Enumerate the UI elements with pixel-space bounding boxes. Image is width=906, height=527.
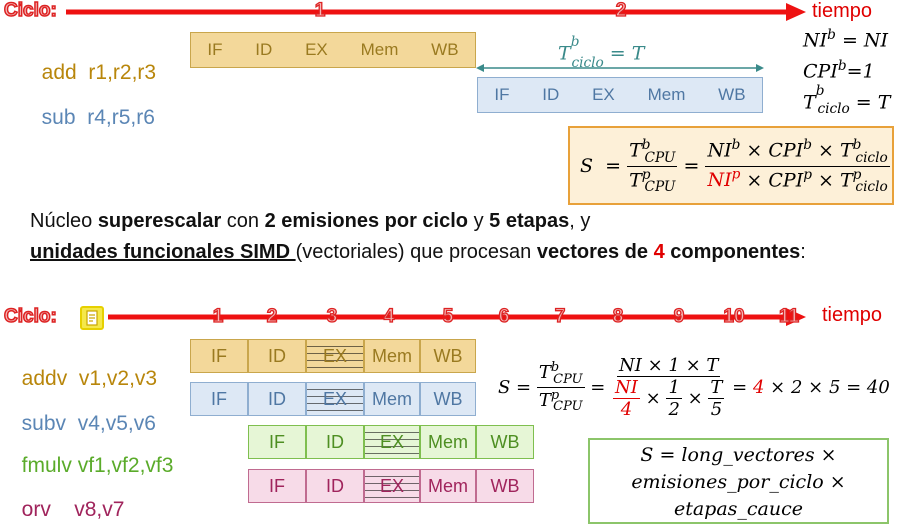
bottom-tick-11: 11 bbox=[778, 306, 800, 327]
orv-stage-mem: Mem bbox=[420, 469, 476, 503]
subv-stage-ex: EX bbox=[306, 382, 364, 416]
stage-ex: EX bbox=[592, 85, 615, 104]
fmulv-stage-if: IF bbox=[248, 425, 306, 459]
top-pipeline-sub bbox=[477, 77, 763, 113]
instr-args: vf1,vf2,vf3 bbox=[77, 454, 174, 477]
instr-args: v1,v2,v3 bbox=[78, 367, 158, 390]
top-pipeline-add bbox=[190, 32, 476, 68]
speedup-formula-box: S = $\frac{T^b_{CPU}}{T^p_{CPU}}$ = $\frac{NI^b \times CPI^b \times T^b_{ciclo}}{NI^p \times CPI^p \times T^p_{ciclo}}$ bbox=[568, 126, 894, 205]
instr-args: v4,v5,v6 bbox=[77, 412, 156, 435]
bottom-instr-orv bbox=[10, 474, 124, 522]
stage-wb: WB bbox=[718, 85, 746, 104]
top-tciclo-arrow bbox=[476, 62, 766, 74]
orv-stage-wb: WB bbox=[476, 469, 534, 503]
instr-op: addv bbox=[21, 367, 68, 390]
top-tick-1: 1 bbox=[314, 0, 326, 21]
stage-id: ID bbox=[255, 40, 273, 59]
fmulv-stage-wb: WB bbox=[476, 425, 534, 459]
top-ciclo-label: Ciclo: bbox=[4, 0, 57, 21]
top-eq-ni: $NI^b$ = NI bbox=[803, 27, 889, 52]
stage-if: IF bbox=[207, 40, 223, 59]
orv-stage-id: ID bbox=[306, 469, 364, 503]
stage-wb: WB bbox=[431, 40, 459, 59]
stage-mem: Mem bbox=[647, 85, 686, 104]
bottom-tick-8: 8 bbox=[612, 306, 624, 327]
subv-stage-if: IF bbox=[190, 382, 248, 416]
top-eq-cpi: $CPI^b=1$ bbox=[803, 58, 875, 83]
instr-op: subv bbox=[21, 412, 67, 435]
fmulv-stage-mem: Mem bbox=[420, 425, 476, 459]
addv-stage-wb: WB bbox=[420, 339, 476, 373]
bottom-instr-subv bbox=[10, 388, 156, 436]
top-time-axis bbox=[66, 0, 806, 24]
instr-op: sub bbox=[41, 106, 76, 129]
fmulv-stage-ex: EX bbox=[364, 425, 420, 459]
addv-stage-mem: Mem bbox=[364, 339, 420, 373]
bottom-ciclo-label: Ciclo: bbox=[4, 306, 57, 327]
orv-stage-ex: EX bbox=[364, 469, 420, 503]
top-instr-sub bbox=[30, 82, 155, 130]
top-tick-2: 2 bbox=[615, 0, 627, 21]
stage-mem: Mem bbox=[360, 40, 399, 59]
orv-stage-if: IF bbox=[248, 469, 306, 503]
bottom-tick-2: 2 bbox=[266, 306, 278, 327]
stage-ex: EX bbox=[305, 40, 328, 59]
subv-stage-wb: WB bbox=[420, 382, 476, 416]
stage-id: ID bbox=[542, 85, 560, 104]
bottom-tick-7: 7 bbox=[554, 306, 566, 327]
addv-stage-if: IF bbox=[190, 339, 248, 373]
instr-args: r4,r5,r6 bbox=[87, 106, 155, 129]
bottom-instr-fmulv bbox=[10, 430, 173, 478]
formula-line-3: etapas_cauce bbox=[673, 498, 804, 520]
subv-stage-mem: Mem bbox=[364, 382, 420, 416]
description-line-2: unidades funcionales SIMD (vectoriales) que procesan vectores de 4 componentes: bbox=[30, 241, 806, 263]
bottom-tiempo-label: tiempo bbox=[822, 304, 883, 326]
addv-stage-id: ID bbox=[248, 339, 306, 373]
instr-op: add bbox=[41, 61, 77, 84]
note-icon[interactable] bbox=[80, 306, 104, 330]
top-tiempo-label: tiempo bbox=[812, 0, 873, 22]
bottom-tick-4: 4 bbox=[383, 306, 395, 327]
top-tciclo-label: $T^b_{ciclo} = T$ bbox=[558, 34, 645, 72]
instr-args: r1,r2,r3 bbox=[88, 61, 157, 84]
stage-if: IF bbox=[494, 85, 510, 104]
addv-stage-ex: EX bbox=[306, 339, 364, 373]
instr-op: fmulv bbox=[21, 454, 72, 477]
bottom-tick-10: 10 bbox=[723, 306, 745, 327]
fmulv-stage-id: ID bbox=[306, 425, 364, 459]
bottom-tick-5: 5 bbox=[442, 306, 454, 327]
simd-formula-box bbox=[588, 438, 889, 524]
speedup-result: = 4 × 2 × 5 = 40 bbox=[732, 376, 890, 398]
formula-line-2: emisiones_por_ciclo × bbox=[631, 471, 846, 493]
top-eq-tciclo: $T^b_{ciclo} = T$ bbox=[803, 83, 891, 118]
bottom-tick-6: 6 bbox=[498, 306, 510, 327]
bottom-tick-3: 3 bbox=[326, 306, 338, 327]
formula-line-1: S = long_vectores × bbox=[640, 444, 837, 466]
top-instr-add bbox=[30, 37, 156, 85]
bottom-tick-9: 9 bbox=[673, 306, 685, 327]
instr-op: orv bbox=[21, 498, 51, 521]
bottom-tick-1: 1 bbox=[212, 306, 224, 327]
subv-stage-id: ID bbox=[248, 382, 306, 416]
simd-speedup-formula: S = $\frac{T^b_{CPU}}{T^p_{CPU}}$ = NI × 1 × T $\frac{NI}{4}$ × $\frac{1}{2}$ × $\frac{T}{5}$ = 4 × 2 × 5 = 40 bbox=[498, 354, 890, 420]
instr-args: v8,v7 bbox=[74, 498, 125, 521]
bottom-instr-addv bbox=[10, 343, 157, 391]
description-line-1: Núcleo superescalar con 2 emisiones por ciclo y 5 etapas, y bbox=[30, 210, 591, 232]
